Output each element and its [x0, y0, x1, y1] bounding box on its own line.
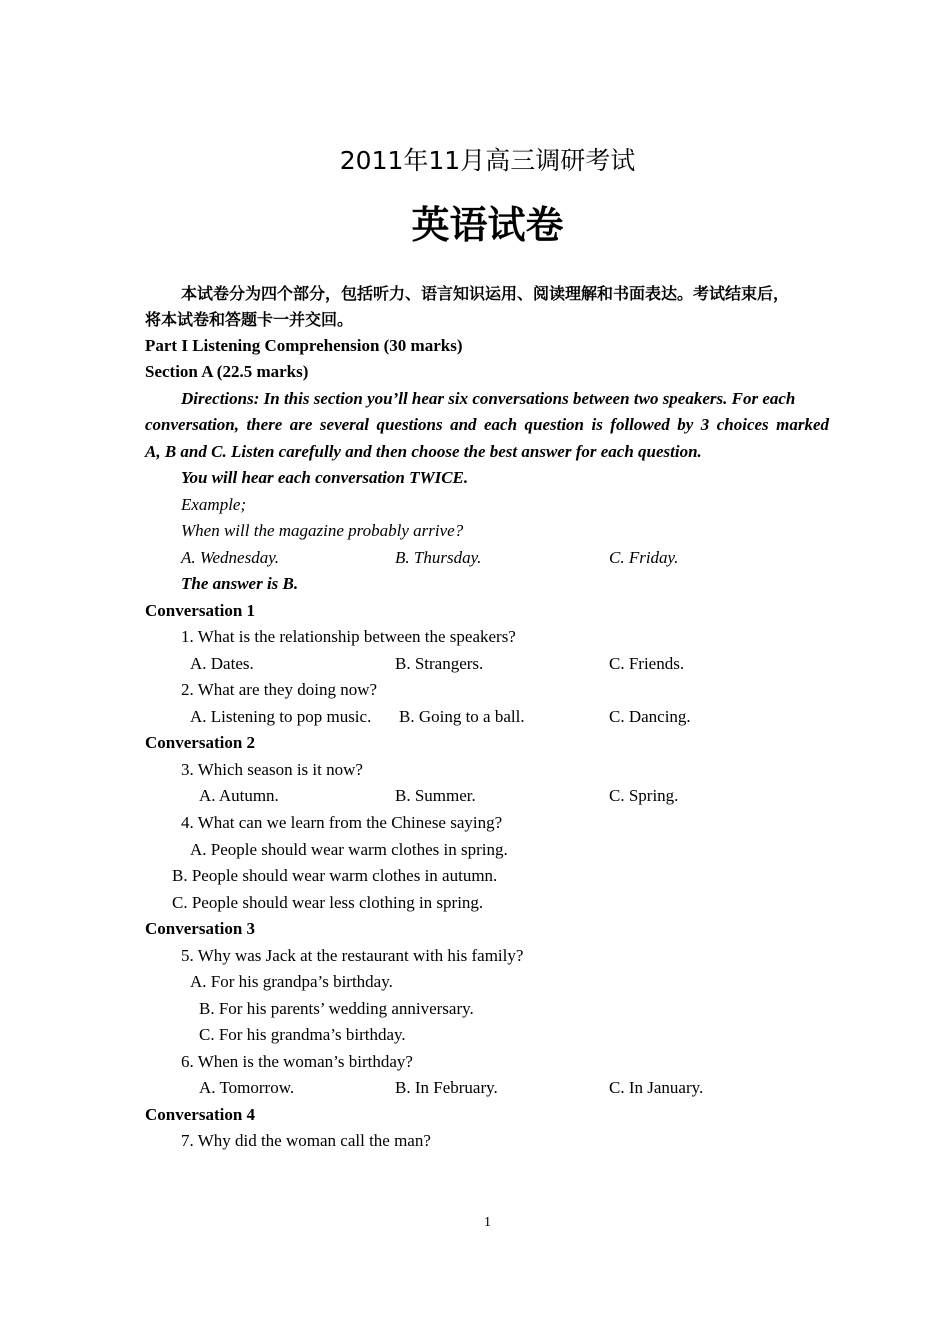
part-heading: Part I Listening Comprehension (30 marks) [145, 336, 463, 355]
directions-line-2: conversation, there are several questions and each question is followed by 3 choices marked [145, 415, 829, 434]
page-number: 1 [484, 1215, 491, 1230]
q4-option-c: C. People should wear less clothing in spring. [172, 893, 484, 912]
example-option-b: B. Thursday. [395, 548, 482, 567]
directions-line-4: You will hear each conversation TWICE. [181, 468, 469, 487]
q5-option-b: B. For his parents’ wedding anniversary. [199, 999, 474, 1018]
example-label: Example; [181, 495, 247, 514]
conversation-3-title: Conversation 3 [145, 919, 256, 938]
example-option-a: A. Wednesday. [181, 548, 280, 567]
question-3: 3. Which season is it now? [181, 760, 363, 779]
q1-option-b: B. Strangers. [395, 654, 484, 673]
q1-option-c: C. Friends. [609, 654, 685, 673]
question-5: 5. Why was Jack at the restaurant with his family? [181, 946, 524, 965]
question-2: 2. What are they doing now? [181, 680, 378, 699]
q3-option-b: B. Summer. [395, 786, 476, 805]
q6-option-a: A. Tomorrow. [199, 1078, 295, 1097]
conversation-2-title: Conversation 2 [145, 733, 256, 752]
q5-option-a: A. For his grandpa’s birthday. [190, 972, 393, 991]
q6-option-c: C. In January. [609, 1078, 704, 1097]
q6-option-b: B. In February. [395, 1078, 498, 1097]
q3-option-a: A. Autumn. [199, 786, 279, 805]
exam-title: 2011年11月高三调研考试 [339, 146, 636, 175]
q2-option-a: A. Listening to pop music. [190, 707, 372, 726]
directions-line-3: A, B and C. Listen carefully and then choose the best answer for each question. [145, 442, 702, 461]
conversation-4-title: Conversation 4 [145, 1105, 256, 1124]
question-7: 7. Why did the woman call the man? [181, 1131, 431, 1150]
q2-option-c: C. Dancing. [609, 707, 691, 726]
q4-option-a: A. People should wear warm clothes in spring. [190, 840, 508, 859]
q3-option-c: C. Spring. [609, 786, 679, 805]
example-answer: The answer is B. [181, 574, 299, 593]
section-heading: Section A (22.5 marks) [145, 362, 309, 381]
question-1: 1. What is the relationship between the speakers? [181, 627, 516, 646]
intro-line-1: 本试卷分为四个部分，包括听力、语言知识运用、阅读理解和书面表达。考试结束后， [181, 284, 790, 303]
directions-line-1: Directions: In this section you’ll hear six conversations between two speakers. For each [181, 389, 796, 408]
intro-line-2: 将本试卷和答题卡一并交回。 [145, 310, 354, 329]
q2-option-b: B. Going to a ball. [399, 707, 525, 726]
question-4: 4. What can we learn from the Chinese saying? [181, 813, 503, 832]
q1-option-a: A. Dates. [190, 654, 254, 673]
conversation-1-title: Conversation 1 [145, 601, 256, 620]
example-option-c: C. Friday. [609, 548, 679, 567]
example-question: When will the magazine probably arrive? [181, 521, 464, 540]
question-6: 6. When is the woman’s birthday? [181, 1052, 413, 1071]
q5-option-c: C. For his grandma’s birthday. [199, 1025, 406, 1044]
q4-option-b: B. People should wear warm clothes in autumn. [172, 866, 498, 885]
exam-subtitle: 英语试卷 [411, 202, 564, 247]
